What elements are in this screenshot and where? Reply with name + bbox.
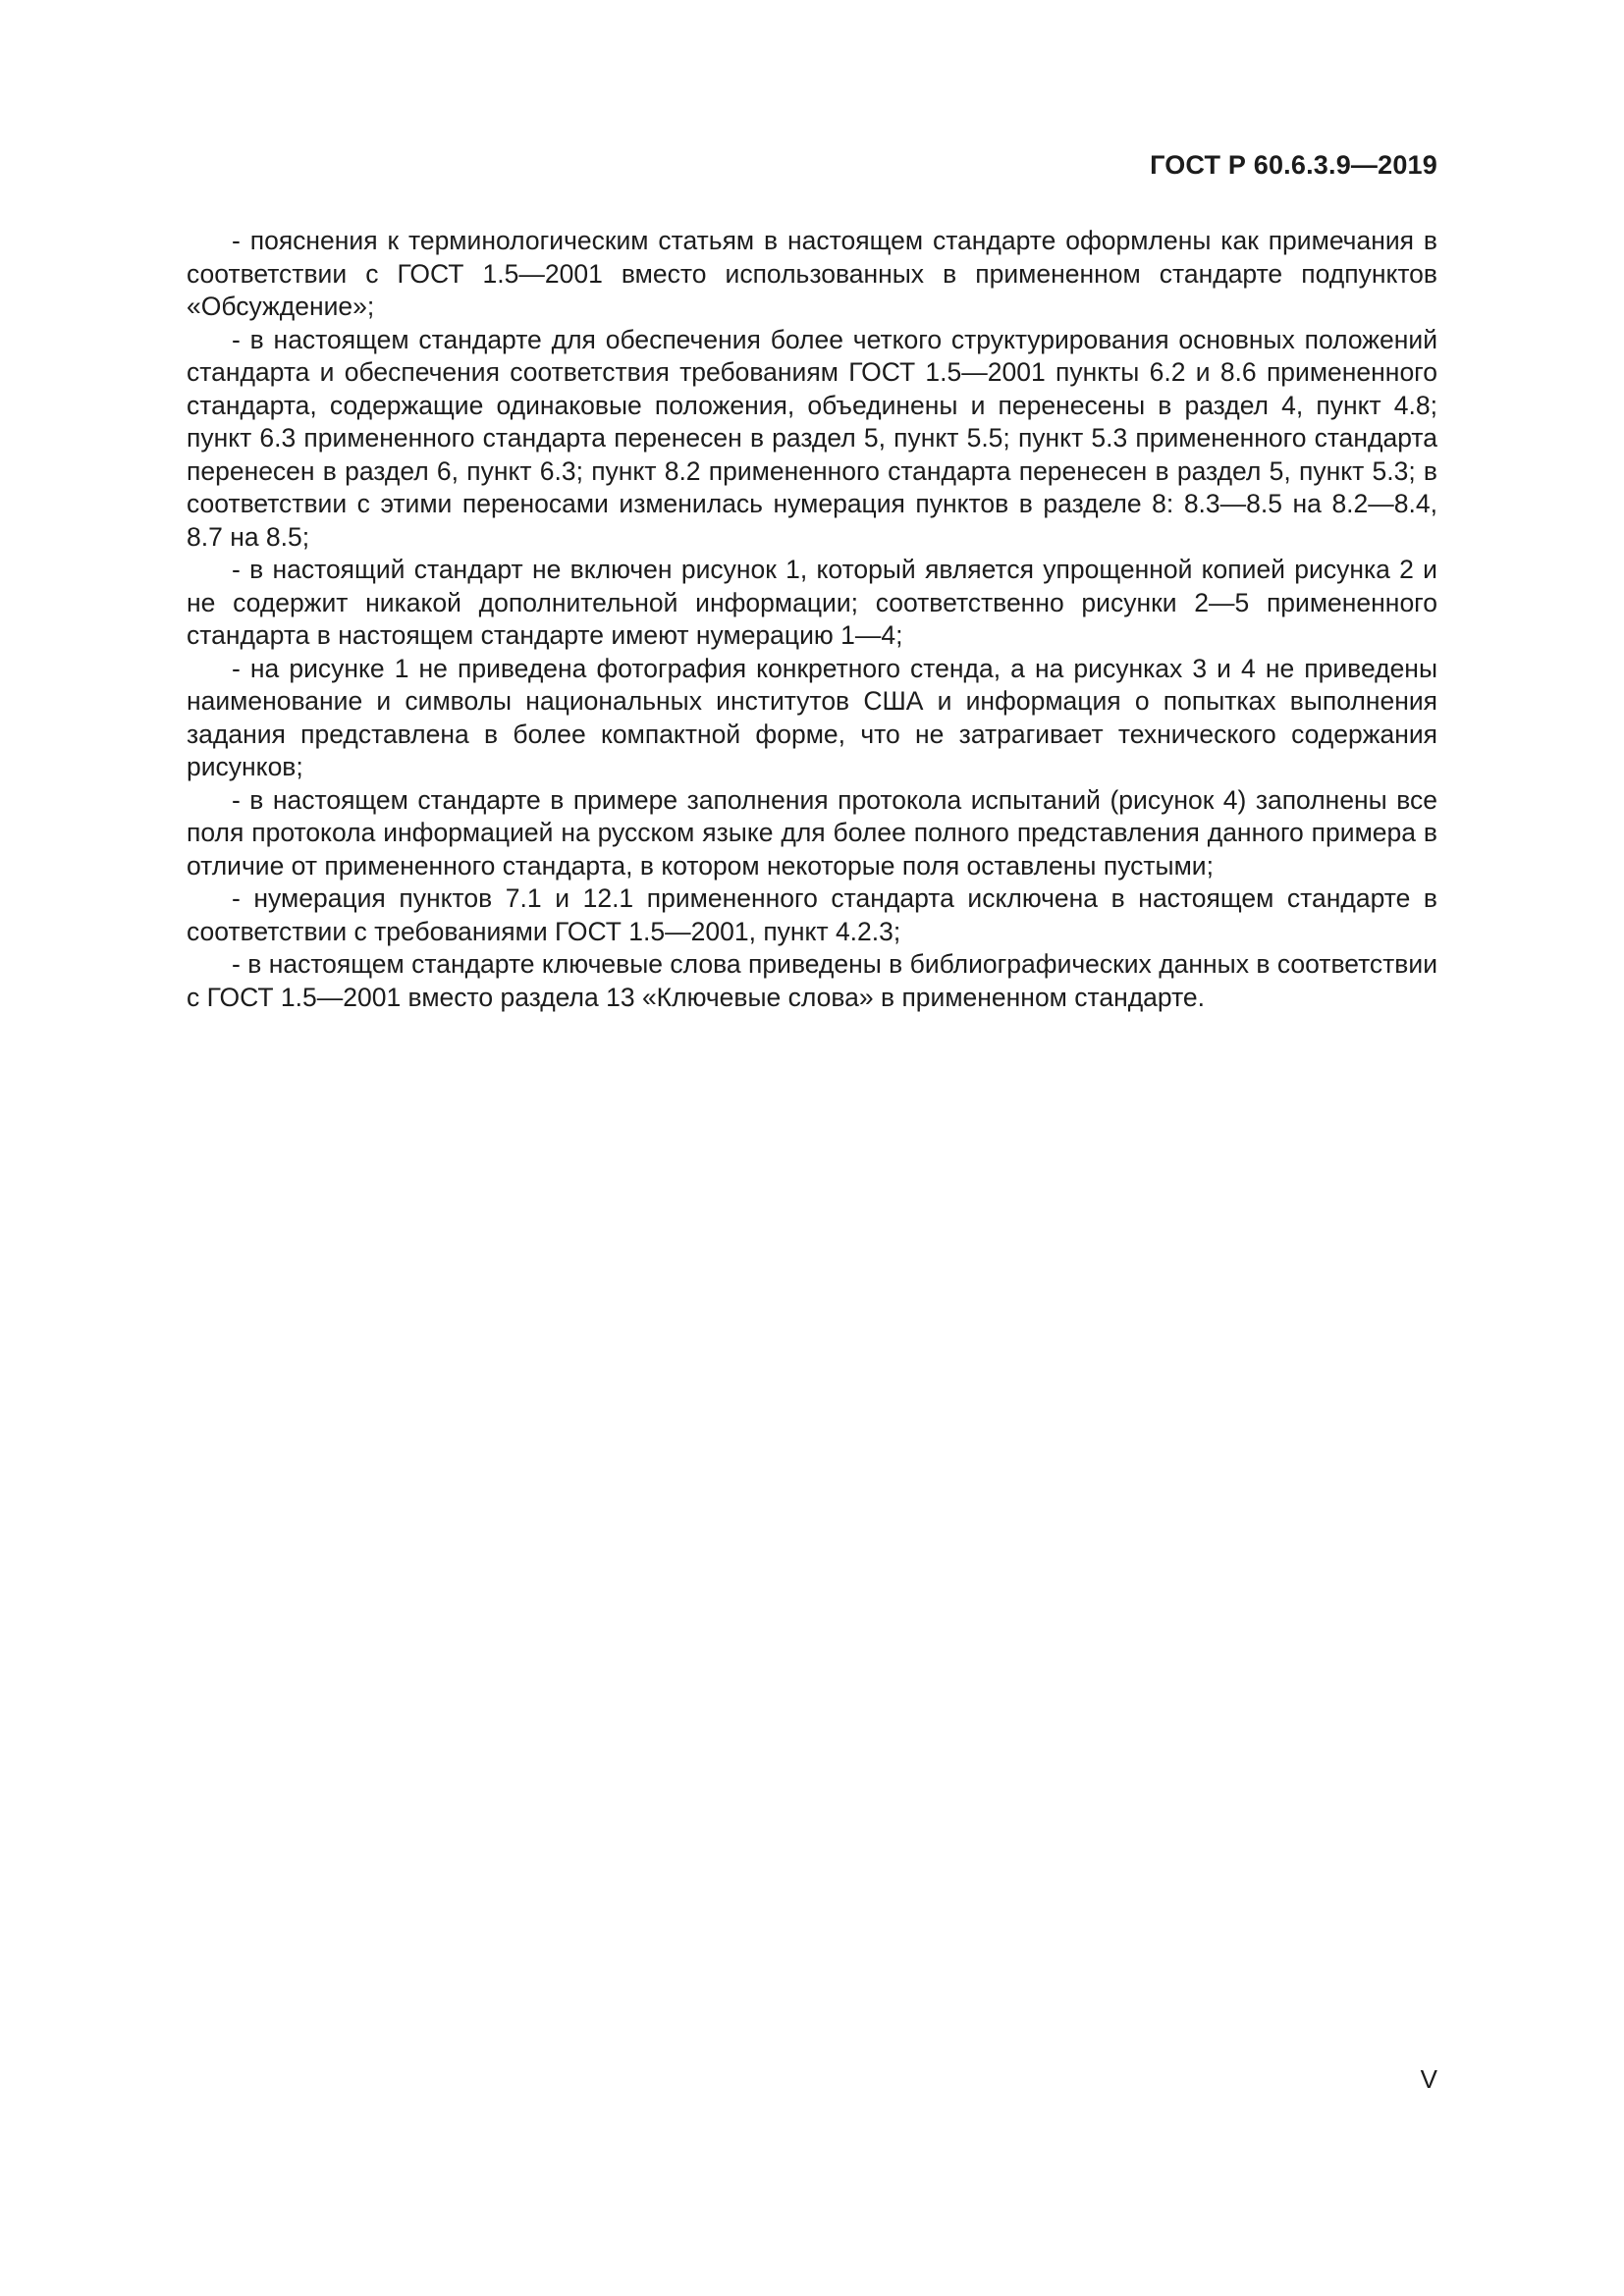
list-item: - пояснения к терминологическим статьям в настоящем стандарте оформлены как примечания в соответствии с ГОСТ 1.5—2001 вместо использованных в примененном стандарте подпунктов «Обсуждение»; [187,226,1437,321]
page-number: V [1420,2064,1437,2094]
list-item: - на рисунке 1 не приведена фотография конкретного стенда, а на рисунках 3 и 4 не приведены наименование и символы национальных институтов США и информация о попытках выполнения задания представлена в более компактной форме, что не затрагивает технического содержания рисунков; [187,653,1437,781]
list-item: - нумерация пунктов 7.1 и 12.1 примененного стандарта исключена в настоящем стандарте в соответствии с требованиями ГОСТ 1.5—2001, пункт 4.2.3; [187,883,1437,946]
list-item: - в настоящем стандарте для обеспечения более четкого структурирования основных положений стандарта и обеспечения соответствия требованиям ГОСТ 1.5—2001 пункты 6.2 и 8.6 примененного стандарта, содержащие одинаковые положения, объединены и перенесены в раздел 4, пункт 4.8; пункт 6.3 примененного стандарта перенесен в раздел 5, пункт 5.5; пункт 5.3 примененного стандарта перенесен в раздел 6, пункт 6.3; пункт 8.2 примененного стандарта перенесен в раздел 5, пункт 5.3; в соответствии с этими переносами изменилась нумерация пунктов в разделе 8: 8.3—8.5 на 8.2—8.4, 8.7 на 8.5; [187,324,1437,552]
document-body [187,225,1437,1014]
document-code-header: ГОСТ Р 60.6.3.9—2019 [1150,150,1437,180]
list-item: - в настоящем стандарте в примере заполнения протокола испытаний (рисунок 4) заполнены все поля протокола информацией на русском языке для более полного представления данного примера в отличие от примененного стандарта, в котором некоторые поля оставлены пустыми; [187,784,1437,881]
list-item: - в настоящем стандарте ключевые слова приведены в библиографических данных в соответствии с ГОСТ 1.5—2001 вместо раздела 13 «Ключевые слова» в примененном стандарте. [187,949,1437,1012]
list-item: - в настоящий стандарт не включен рисунок 1, который является упрощенной копией рисунка 2 и не содержит никакой дополнительной информации; соответственно рисунки 2—5 примененного стандарта в настоящем стандарте имеют нумерацию 1—4; [187,555,1437,650]
